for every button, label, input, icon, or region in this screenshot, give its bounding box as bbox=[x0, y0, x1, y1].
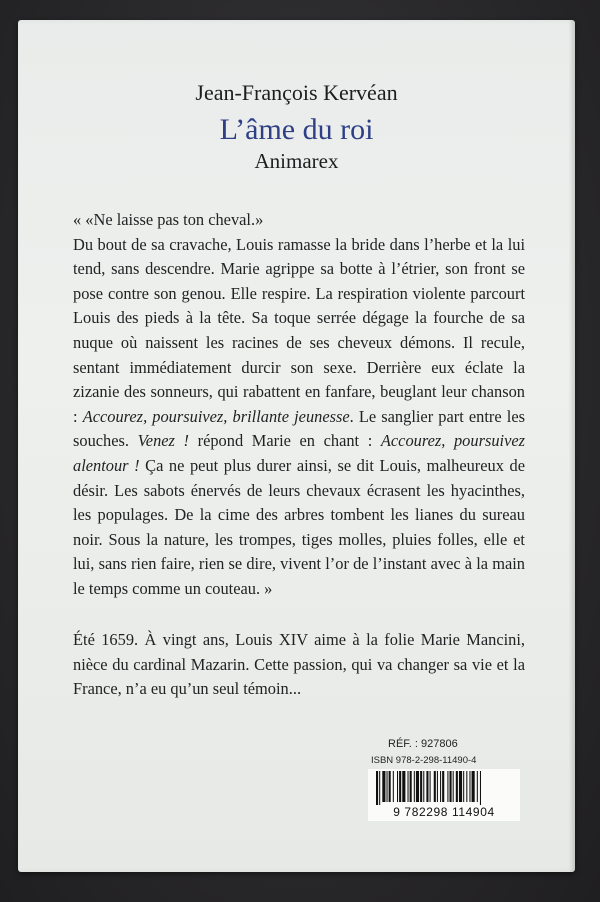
excerpt-italic-1: Accourez, poursuivez, brillante jeunesse bbox=[82, 406, 350, 426]
excerpt-seg-1: Du bout de sa cravache, Louis ramasse la bride dans l’herbe et la lui tend, sans descendre. Marie agrippe sa botte à l’étrier, son front se pose contre son genou. Elle respire. La respiration violente parcourt Louis des pieds à la tête. Sa toque serrée dégage la fourche de sa nuque où naissent les racines de ses cheveux démons. Il recule, sentant immédiatement durcir son sexe. Derrière eux éclate la zizanie des sonneurs, qui rabattent en fanfare, beuglant leur chanson : bbox=[73, 234, 525, 426]
barcode-bar bbox=[440, 771, 441, 802]
excerpt-first-line: « «Ne laisse pas ton cheval.» bbox=[73, 210, 264, 229]
excerpt-italic-2: Venez ! bbox=[137, 431, 190, 451]
pitch-paragraph: Été 1659. À vingt ans, Louis XIV aime à la folie Marie Mancini, nièce du cardinal Mazarin. Cette passion, qui va changer sa vie et la France, n’a eu qu’un seul témoin... bbox=[73, 630, 525, 699]
barcode-bar bbox=[480, 771, 481, 805]
book-back-cover bbox=[18, 20, 575, 872]
barcode-bar bbox=[426, 771, 428, 802]
book-title: L’âme du roi bbox=[219, 113, 374, 146]
barcode-bar bbox=[456, 771, 458, 802]
cover-edge-shadow bbox=[569, 20, 575, 872]
barcode-bar bbox=[414, 771, 415, 802]
barcode-bar bbox=[469, 771, 470, 802]
barcode-bar bbox=[466, 771, 467, 802]
barcode-bar bbox=[423, 771, 424, 802]
barcode-bar bbox=[459, 771, 462, 802]
excerpt-seg-3: répond Marie en chant : bbox=[189, 431, 381, 451]
barcode-bar bbox=[434, 771, 436, 802]
isbn-number: ISBN 978-2-298-11490-4 bbox=[371, 755, 477, 766]
barcode-bar bbox=[437, 771, 438, 802]
barcode-bar bbox=[442, 771, 444, 802]
excerpt-text bbox=[73, 208, 525, 602]
excerpt-paragraph bbox=[73, 233, 525, 602]
barcode-bar bbox=[430, 771, 431, 802]
barcode-bar bbox=[399, 771, 401, 802]
barcode-bar bbox=[389, 771, 391, 802]
barcode-bar bbox=[416, 771, 419, 802]
barcode-bar bbox=[420, 771, 422, 802]
barcode-bar bbox=[387, 771, 388, 802]
barcode-bar bbox=[408, 771, 409, 802]
excerpt-seg-4: Ça ne peut plus durer ainsi, se dit Louis, malheureux de désir. Les sabots énervés de leurs chevaux écrasent les hyacinthes, les populages. De la cime des arbres tombent les lianes du sureau noir. Sous la nature, les trompes, tiges molles, pluies folles, elle et lui, sans rien faire, rien se dire, vivent l’or de l’instant avec à la main le temps comme un couteau. » bbox=[73, 455, 525, 598]
collection-name: Animarex bbox=[254, 149, 339, 173]
barcode-bar bbox=[393, 771, 394, 802]
reference-number: RÉF. : 927806 bbox=[388, 738, 458, 750]
barcode-bar bbox=[410, 771, 412, 802]
barcode-bar bbox=[402, 771, 405, 802]
barcode-bar bbox=[463, 771, 464, 802]
barcode bbox=[368, 769, 520, 821]
author-name: Jean-François Kervéan bbox=[195, 80, 398, 105]
excerpt-seg-2: . Le sanglier part entre les souches. bbox=[73, 406, 525, 451]
barcode-bar bbox=[376, 771, 378, 805]
barcode-bar bbox=[447, 771, 448, 802]
barcode-bar bbox=[472, 771, 475, 802]
excerpt-italic-3: Accourez, poursuivez alentour ! bbox=[73, 431, 526, 475]
barcode-digits: 9 782298 114904 bbox=[393, 805, 495, 819]
barcode-bars bbox=[374, 771, 514, 805]
barcode-bar bbox=[382, 771, 385, 802]
pitch-text bbox=[73, 628, 525, 702]
barcode-bar bbox=[450, 771, 452, 802]
barcode-bar bbox=[477, 771, 478, 802]
barcode-bar bbox=[397, 771, 398, 802]
barcode-bar bbox=[453, 771, 454, 802]
barcode-bar bbox=[379, 771, 380, 805]
